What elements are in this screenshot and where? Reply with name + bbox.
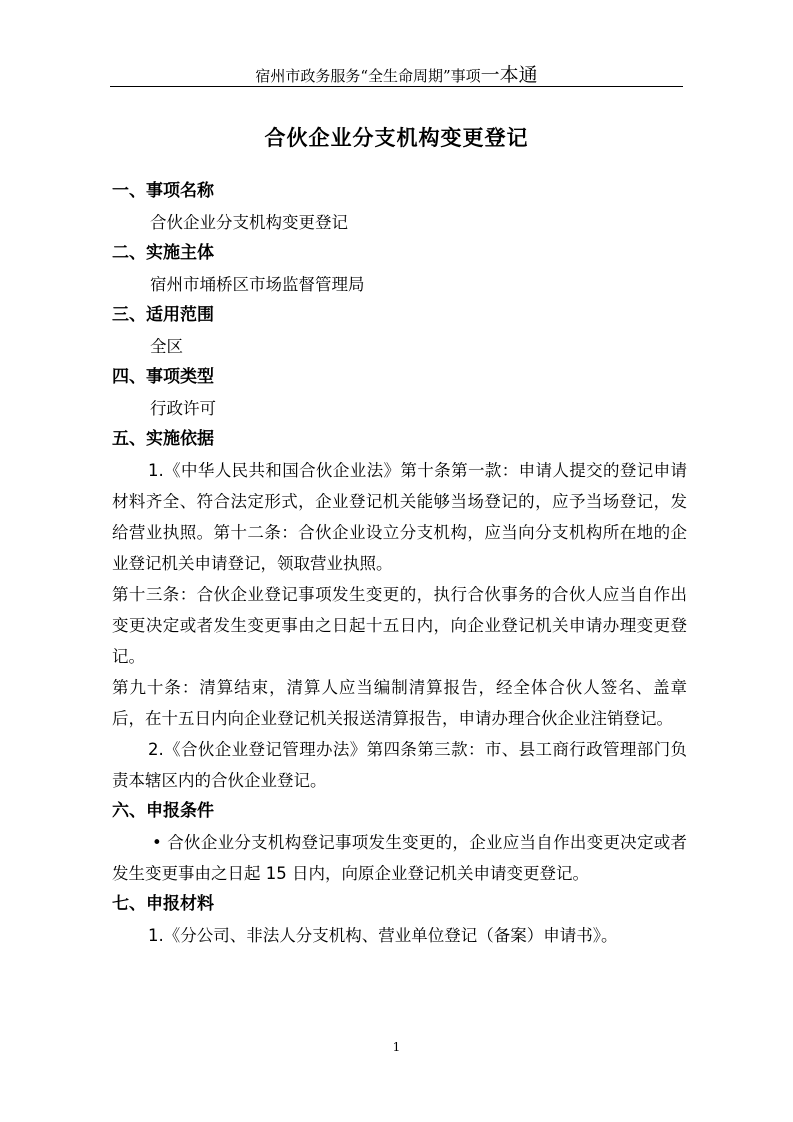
- page-number: 1: [392, 1040, 401, 1054]
- conditions-paragraph: [112, 827, 687, 889]
- conditions-text: 合伙企业分支机构登记事项发生变更的，企业应当自作出变更决定或者发生变更事由之日起 15 日内，向原企业登记机关申请变更登记。: [112, 833, 688, 883]
- section-value-scope: 全区: [150, 337, 183, 356]
- legal-basis-paragraph-2: 第十三条：合伙企业登记事项发生变更的，执行合伙事务的合伙人应当自作出变更决定或者发生变更事由之日起十五日内，向企业登记机关申请办理变更登记。: [112, 585, 687, 666]
- materials-item-1: 1.《分公司、非法人分支机构、营业单位登记（备案）申请书》。: [148, 926, 618, 945]
- section-value-item-name: 合伙企业分支机构变更登记: [150, 213, 348, 232]
- section-heading-materials: 七、申报材料: [112, 894, 214, 914]
- page-header: [0, 60, 793, 87]
- header-underline: [110, 86, 683, 87]
- legal-basis-paragraph-3: 第九十条：清算结束，清算人应当编制清算报告，经全体合伙人签名、盖章后，在十五日内向企业登记机关报送清算报告，申请办理合伙企业注销登记。: [112, 678, 687, 728]
- header-text: 宿州市政务服务“全生命周期”事项: [255, 67, 481, 85]
- legal-basis-paragraph-1: 1.《中华人民共和国合伙企业法》第十条第一款：申请人提交的登记申请材料齐全、符合法定形式，企业登记机关能够当场登记的，应予当场登记，发给营业执照。第十二条：合伙企业设立分支机构，应当向分支机构所在地的企业登记机关申请登记，领取营业执照。: [112, 461, 687, 573]
- section-heading-legal-basis: 五、实施依据: [112, 429, 214, 449]
- section-value-type: 行政许可: [150, 399, 216, 418]
- section-heading-type: 四、事项类型: [112, 367, 214, 387]
- section-heading-implementer: 二、实施主体: [112, 243, 214, 263]
- legal-basis-paragraph-4: 2.《合伙企业登记管理办法》第四条第三款：市、县工商行政管理部门负责本辖区内的合伙企业登记。: [112, 740, 687, 790]
- section-heading-scope: 三、适用范围: [112, 305, 214, 325]
- header-text-emphasis: 一本通: [480, 64, 538, 86]
- bullet-icon: •: [152, 833, 162, 852]
- section-value-implementer: 宿州市埇桥区市场监督管理局: [150, 275, 365, 294]
- document-title: 合伙企业分支机构变更登记: [264, 126, 529, 150]
- section-heading-conditions: 六、申报条件: [112, 801, 214, 821]
- section-heading-item-name: 一、事项名称: [112, 181, 214, 201]
- document-body: [112, 176, 687, 951]
